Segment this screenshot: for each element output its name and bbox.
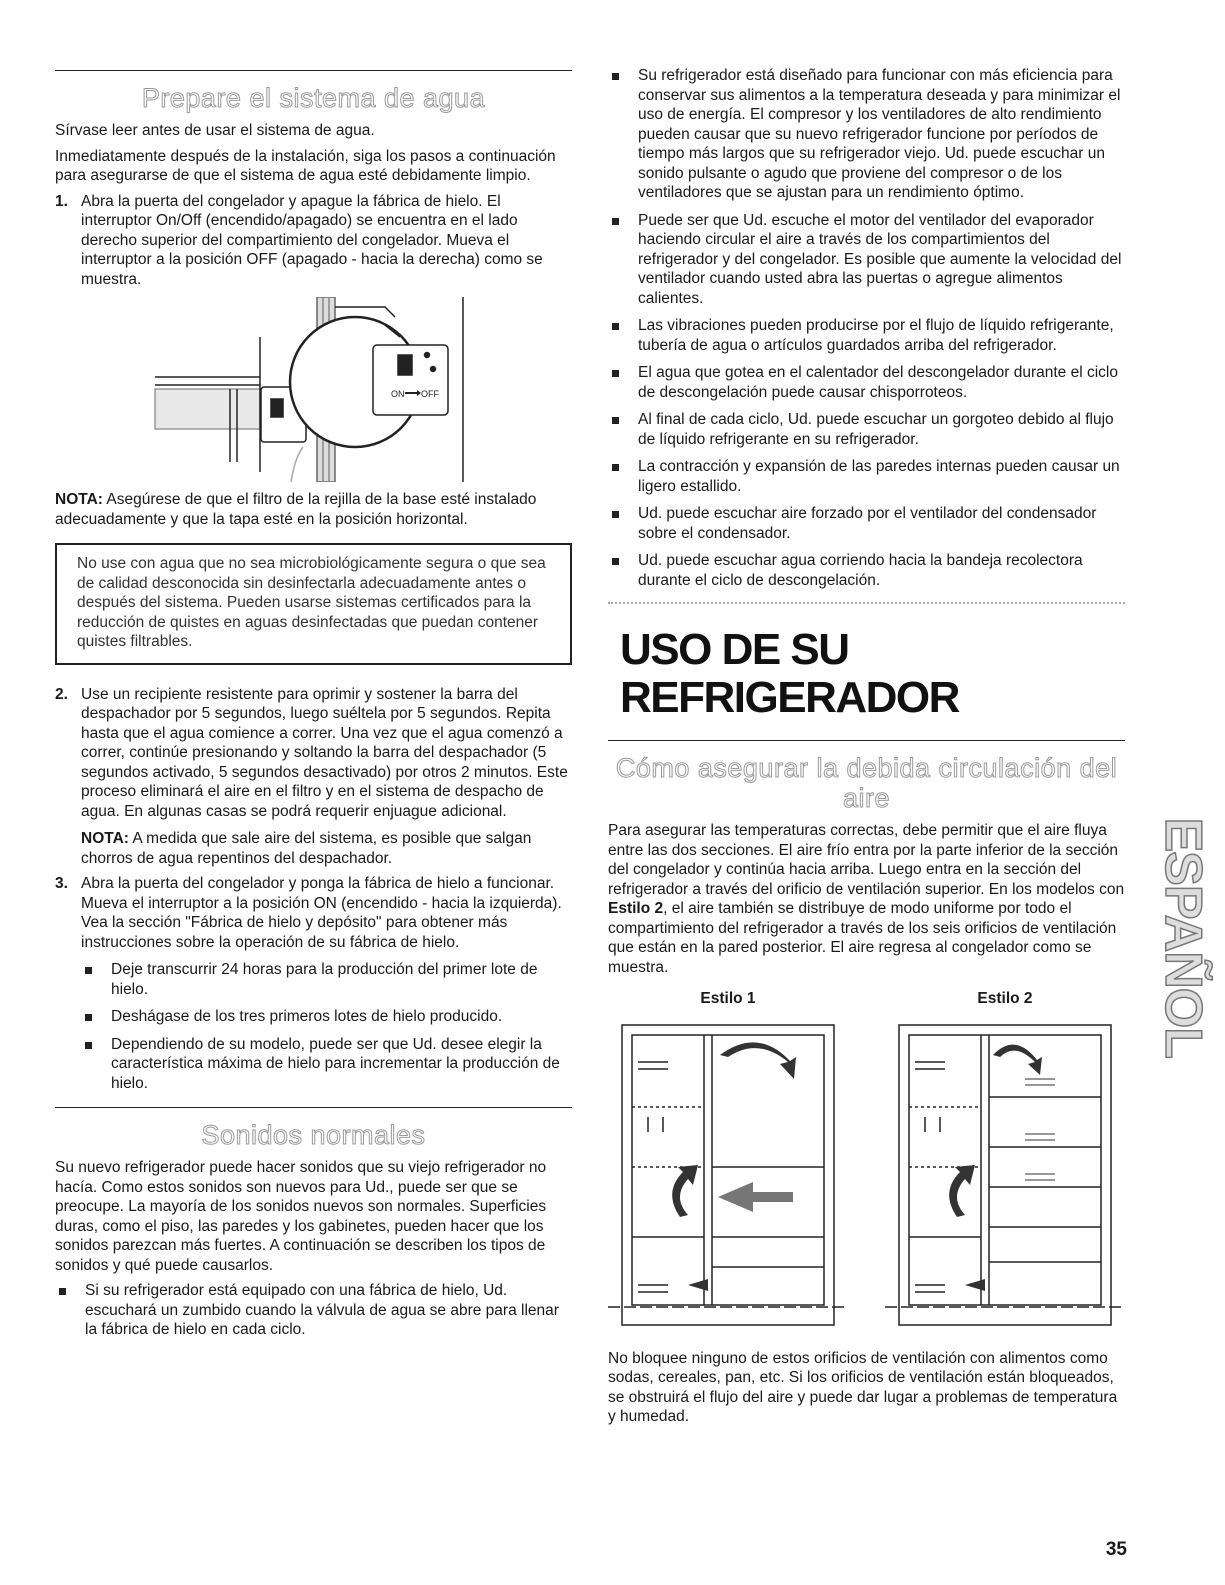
list-item: Deje transcurrir 24 horas para la producción del primer lote de hielo.: [81, 960, 572, 999]
list-item: Ud. puede escuchar aire forzado por el ventilador del condensador sobre el condensador.: [608, 504, 1125, 543]
page-number: 35: [1105, 1539, 1127, 1560]
list-item: Ud. puede escuchar agua corriendo hacia la bandeja recolectora durante el ciclo de descongelación.: [608, 551, 1125, 590]
side-tab-label: ESPAÑOL: [1153, 817, 1212, 1058]
ventilation-warning-paragraph: No bloquee ninguno de estos orificios de ventilación con alimentos como sodas, cereales, pan, etc. Si los orificios de ventilación están bloqueados, se obstruirá el flujo del aire y puede dar lugar a problemas de temperatura y humedad.: [608, 1349, 1118, 1425]
nota-text: A medida que sale aire del sistema, es posible que salgan chorros de agua repentinos del despachador.: [81, 830, 532, 867]
list-item: Al final de cada ciclo, Ud. puede escuchar un gorgoteo debido al flujo de líquido refrigerante en su refrigerador.: [608, 410, 1125, 449]
step-number: 1.: [55, 192, 68, 210]
circulation-text-bold: Estilo 2: [608, 900, 664, 917]
step-1: [55, 192, 572, 290]
step-text: Abra la puerta del congelador y apague la fábrica de hielo. El interruptor On/Off (encendido/apagado) se encuentra en el lado derecho superior del compartimiento del congelador. Mueva el interruptor a la posición OFF (apagado - hacia la derecha) como se muestra.: [81, 192, 543, 288]
list-item: Dependiendo de su modelo, puede ser que Ud. desee elegir la característica máxima de hielo para incrementar la producción de hielo.: [81, 1035, 572, 1094]
chapter-title: USO DE SU REFRIGERADOR: [620, 625, 959, 722]
list-item: Si su refrigerador está equipado con una fábrica de hielo, Ud. escuchará un zumbido cuando la válvula de agua se abre para llenar la fábrica de hielo en cada ciclo.: [55, 1281, 572, 1340]
section-heading-air-circulation: Cómo asegurar la debida circulación del aire: [615, 753, 1118, 813]
style-1-airflow-diagram: [608, 1017, 848, 1335]
section-heading-normal-sounds: Sonidos normales: [201, 1120, 426, 1150]
list-item: Puede ser que Ud. escuche el motor del ventilador del evaporador haciendo circular el aire a través de los compartimientos del refrigerador y del congelador. Es posible que aumente la velocidad del ventilador cuando usted abra las puertas o agregue alimentos calientes.: [608, 211, 1125, 309]
warning-box: No use con agua que no sea microbiológicamente segura o que sea de calidad desconocida sin desinfectarla adecuadamente antes o después del sistema. Pueden usarse sistemas certificados para la reducción de quistes en aguas desinfectadas que puedan contener quistes filtrables.: [55, 543, 572, 665]
ice-maker-switch-diagram: [55, 297, 572, 482]
sounds-paragraph: Su nuevo refrigerador puede hacer sonidos que su viejo refrigerador no hacía. Como estos sonidos son nuevos para Ud., puede ser que se preocupe. La mayoría de los sonidos nuevos son normales. Superficies duras, como el piso, las paredes y los gabinetes, pueden hacer que los sonidos parezcan más fuertes. A continuación se describen los tipos de sonidos y qué puede causarlos.: [55, 1159, 547, 1274]
list-item: Las vibraciones pueden producirse por el flujo de líquido refrigerante, tubería de agua o artículos guardados arriba del refrigerador.: [608, 316, 1125, 355]
dotted-divider: [608, 602, 1125, 604]
nota-text: Asegúrese de que el filtro de la rejilla de la base esté instalado adecuadamente y que la tapa esté en la posición horizontal.: [55, 491, 537, 528]
list-item: El agua que gotea en el calentador del descongelador durante el ciclo de descongelación puede causar chisporroteos.: [608, 363, 1125, 402]
circulation-text-a: Para asegurar las temperaturas correctas, debe permitir que el aire fluya entre las dos secciones. El aire frío entra por la parte inferior de la sección del congelador y continúa hacia arriba. Luego entra en la sección del refrigerador a través del orificio de ventilación superior. En los modelos con: [608, 822, 1125, 898]
step-text: Abra la puerta del congelador y ponga la fábrica de hielo a funcionar. Mueva el interruptor a la posición ON (encendido - hacia la izquierda). Vea la sección "Fábrica de hielo y depósito" para obtener más instrucciones sobre la operación de su fábrica de hielo.: [81, 875, 562, 951]
step-text: Use un recipiente resistente para oprimir y sostener la barra del despachador por 5 segundos, luego suéltela por 5 segundos. Repita hasta que el agua comience a correr. Una vez que el agua comenzó a correr, continúe presionando y soltando la barra del despachador (5 segundos activado, 5 segundos desactivado) por otros 2 minutos. Este proceso eliminará el aire en el filtro y en el sistema de despacho de agua. En algunas casas se podrá requerir enjuague adicional.: [81, 685, 568, 820]
style-labels: [608, 989, 1125, 1009]
step-2-nota: [55, 829, 572, 868]
list-item: Deshágase de los tres primeros lotes de hielo producido.: [81, 1007, 572, 1027]
circulation-text-b: , el aire también se distribuye de modo uniforme por todo el compartimiento del refrigerador a través de los seis orificios de ventilación que están en la pared posterior. El aire regresa al congelador como se muestra.: [608, 900, 1117, 976]
nota-paragraph: [55, 490, 572, 529]
style-2-airflow-diagram: [885, 1017, 1125, 1335]
airflow-diagrams: [608, 1017, 1125, 1335]
diagram-on-label: ON: [391, 389, 405, 399]
section-rule: [55, 70, 572, 71]
right-column: [608, 66, 1125, 1433]
nota-label: NOTA:: [81, 830, 129, 847]
list-item: La contracción y expansión de las paredes internas pueden causar un ligero estallido.: [608, 457, 1125, 496]
step-3: [55, 874, 572, 952]
list-item: Su refrigerador está diseñado para funcionar con más eficiencia para conservar sus alimentos a la temperatura deseada y para minimizar el uso de energía. El compresor y los ventiladores de alto rendimiento pueden causar que su nuevo refrigerador funcione por períodos de tiempo más largos que su refrigerador viejo. Ud. puede escuchar un sonido pulsante o agudo que proviene del compresor o de los ventiladores que se ajustan para un rendimiento óptimo.: [608, 66, 1125, 203]
section-heading-prepare-water: Prepare el sistema de agua: [141, 83, 486, 113]
left-column: [55, 0, 572, 1348]
style-1-label: Estilo 1: [700, 990, 756, 1007]
step-2: [55, 685, 572, 822]
step-3-bullets: [55, 960, 572, 1093]
instructions-paragraph: Inmediatamente después de la instalación, siga los pasos a continuación para asegurarse de que el sistema de agua esté debidamente limpio.: [55, 147, 556, 184]
step-number: 3.: [55, 875, 68, 892]
section-rule: [55, 1107, 572, 1108]
nota-label: NOTA:: [55, 491, 103, 508]
style-2-label: Estilo 2: [977, 990, 1033, 1007]
diagram-off-label: OFF: [421, 389, 439, 399]
language-side-tab: [1152, 817, 1212, 1058]
circulation-paragraph: [608, 821, 1125, 977]
intro-paragraph: Sírvase leer antes de usar el sistema de agua.: [55, 122, 375, 139]
section-rule: [608, 740, 1125, 741]
step-number: 2.: [55, 685, 68, 703]
ice-maker-switch-illustration: [55, 297, 572, 482]
